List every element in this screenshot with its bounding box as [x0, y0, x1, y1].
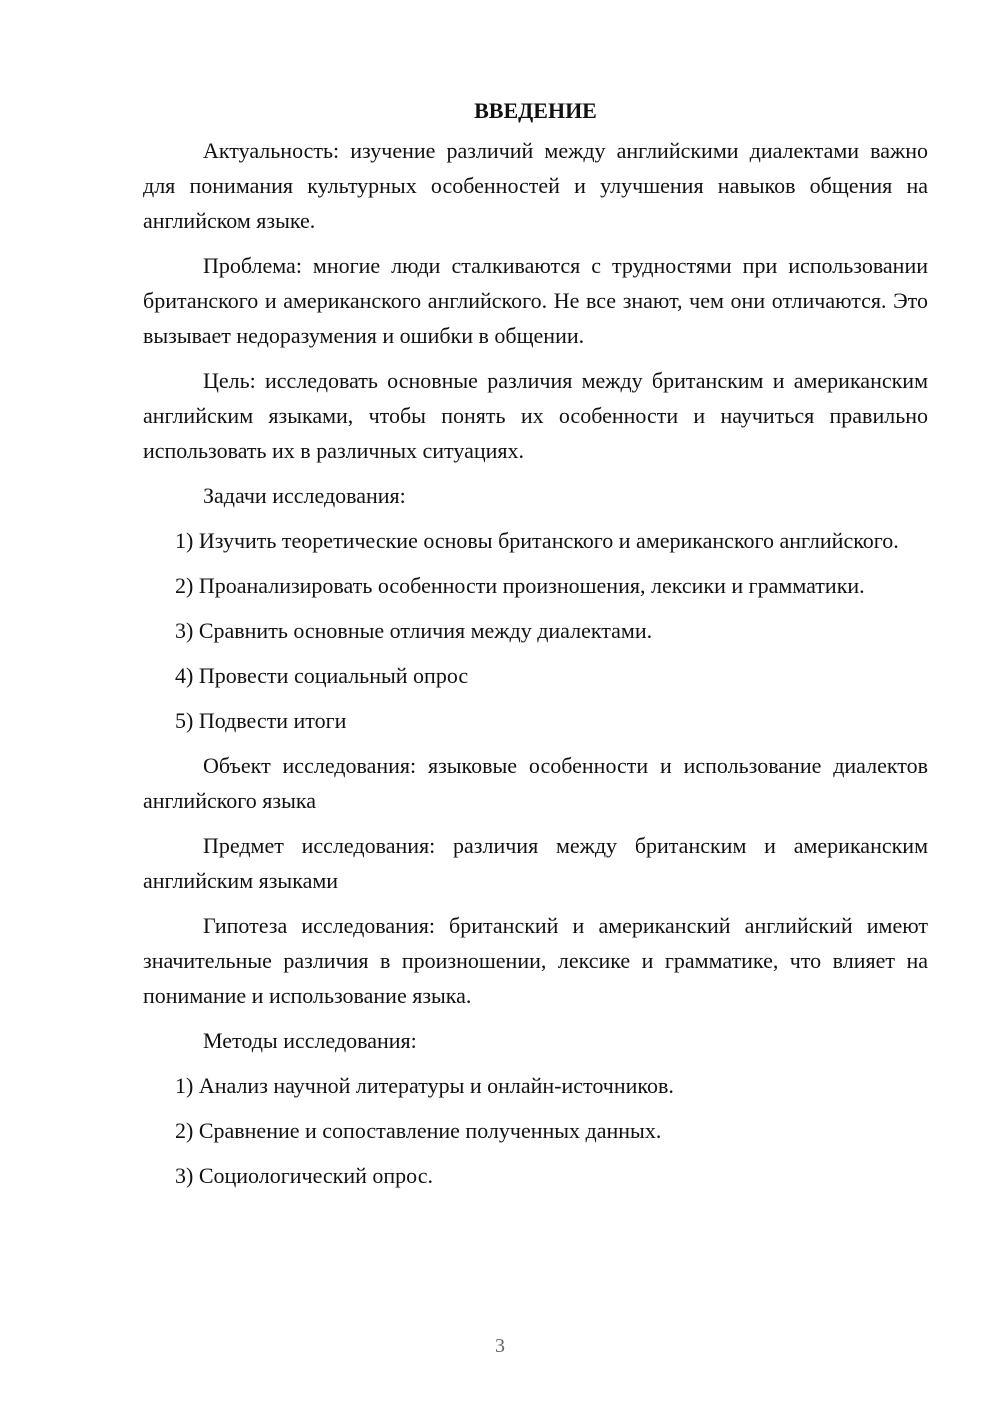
- task-item-2: 2) Проанализировать особенности произношения, лексики и грамматики.: [175, 573, 865, 598]
- paragraph-methods-heading: Методы исследования:: [203, 1028, 417, 1053]
- page-number: 3: [495, 1335, 505, 1357]
- paragraph-relevance: Актуальность: изучение различий между английскими диалектами важно для понимания культурных особенностей и улучшения навыков общения на английском языке.: [143, 138, 928, 233]
- method-item-1: 1) Анализ научной литературы и онлайн-источников.: [175, 1073, 674, 1098]
- paragraph-tasks-heading: Задачи исследования:: [203, 483, 406, 508]
- method-item-3: 3) Социологический опрос.: [175, 1163, 433, 1188]
- paragraph-problem: Проблема: многие люди сталкиваются с трудностями при использовании британского и американского английского. Не все знают, чем они отличаются. Это вызывает недоразумения и ошибки в общении.: [143, 253, 928, 348]
- paragraph-goal: Цель: исследовать основные различия между британским и американским английским языками, чтобы понять их особенности и научиться правильно использовать их в различных ситуациях.: [143, 368, 928, 463]
- paragraph-object: Объект исследования: языковые особенности и использование диалектов английского языка: [143, 753, 928, 813]
- section-title: ВВЕДЕНИЕ: [474, 98, 597, 123]
- method-item-2: 2) Сравнение и сопоставление полученных данных.: [175, 1118, 662, 1143]
- task-item-5: 5) Подвести итоги: [175, 708, 347, 733]
- task-item-4: 4) Провести социальный опрос: [175, 663, 469, 688]
- paragraph-hypothesis: Гипотеза исследования: британский и американский английский имеют значительные различия в произношении, лексике и грамматике, что влияет на понимание и использование языка.: [143, 913, 928, 1008]
- task-item-3: 3) Сравнить основные отличия между диалектами.: [175, 618, 653, 643]
- paragraph-subject: Предмет исследования: различия между британским и американским английским языками: [143, 833, 928, 893]
- task-item-1: 1) Изучить теоретические основы британского и американского английского.: [175, 528, 899, 553]
- document-body: [143, 95, 928, 1203]
